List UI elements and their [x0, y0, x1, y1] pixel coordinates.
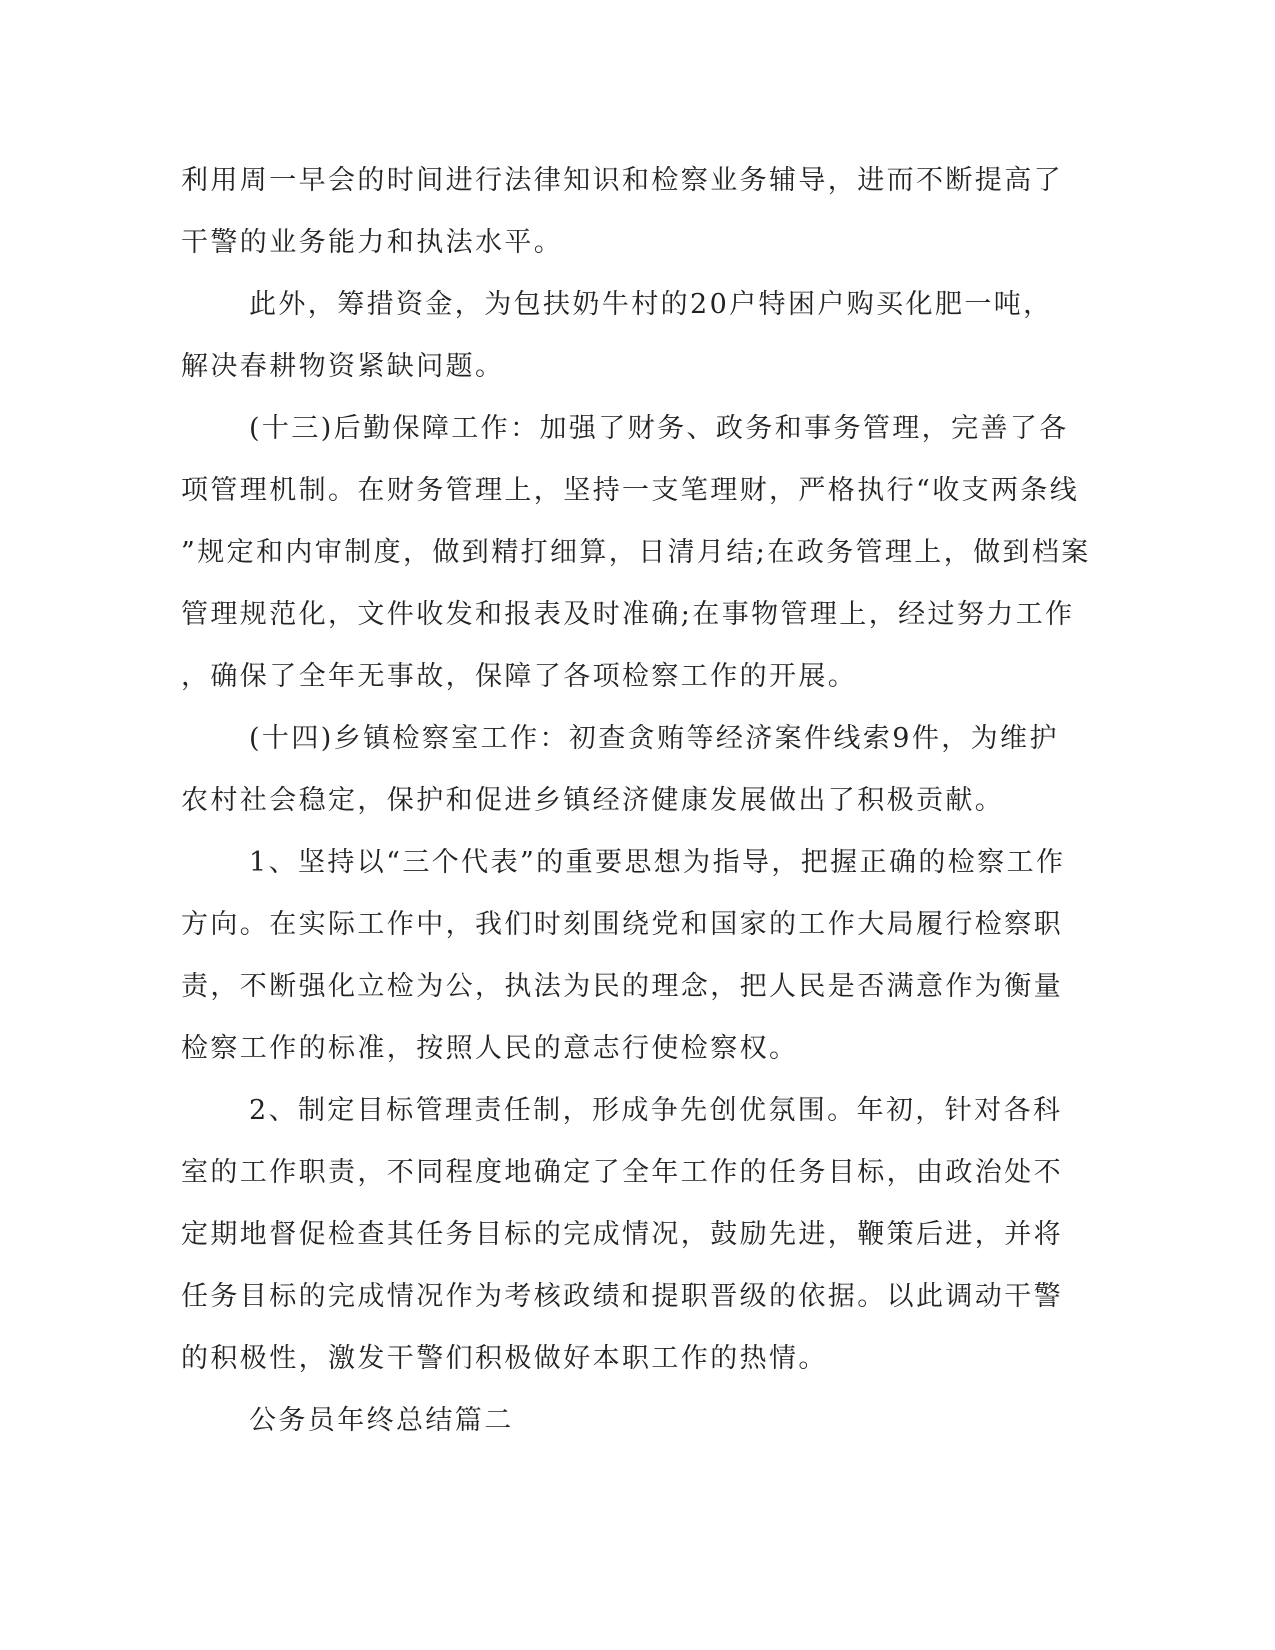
text-line: 方向。在实际工作中，我们时刻围绕党和国家的工作大局履行检察职: [181, 909, 1063, 940]
document-body: [181, 150, 1091, 1452]
text-line: 任务目标的完成情况作为考核政绩和提职晋级的依据。以此调动干警: [181, 1281, 1063, 1312]
paragraph-1: [181, 150, 1063, 274]
text-line: 此外，筹措资金，为包扶奶牛村的20户特困户购买化肥一吨，: [249, 289, 1053, 320]
text-line: 定期地督促检查其任务目标的完成情况，鼓励先进，鞭策后进，并将: [181, 1219, 1063, 1250]
text-line: 管理规范化，文件收发和报表及时准确;在事物管理上，经过努力工作: [181, 599, 1075, 630]
paragraph-5: [181, 832, 1066, 1080]
text-line: 利用周一早会的时间进行法律知识和检察业务辅导，进而不断提高了: [181, 165, 1063, 196]
section-heading: [181, 1390, 1041, 1452]
text-line: 责，不断强化立检为公，执法为民的理念，把人民是否满意作为衡量: [181, 971, 1063, 1002]
text-line: 的积极性，激发干警们积极做好本职工作的热情。: [181, 1343, 828, 1374]
text-line: 检察工作的标准，按照人民的意志行使检察权。: [181, 1033, 799, 1064]
heading-text: 公务员年终总结篇二: [249, 1405, 514, 1436]
text-line: (十三)后勤保障工作：加强了财务、政务和事务管理，完善了各: [249, 413, 1069, 444]
text-line: 室的工作职责，不同程度地确定了全年工作的任务目标，由政治处不: [181, 1157, 1063, 1188]
text-line: (十四)乡镇检察室工作：初查贪贿等经济案件线索9件，为维护: [249, 723, 1059, 754]
paragraph-2: [181, 274, 1053, 398]
text-line: 农村社会稳定，保护和促进乡镇经济健康发展做出了积极贡献。: [181, 785, 1005, 816]
paragraph-6: [181, 1080, 1063, 1390]
text-line: 解决春耕物资紧缺问题。: [181, 351, 505, 382]
text-line: 2、制定目标管理责任制，形成争先创优氛围。年初，针对各科: [249, 1095, 1063, 1126]
paragraph-4: [181, 708, 1059, 832]
text-line: 干警的业务能力和执法水平。: [181, 227, 564, 258]
text-line: 项管理机制。在财务管理上，坚持一支笔理财，严格执行“收支两条线: [181, 475, 1080, 506]
text-line: ，确保了全年无事故，保障了各项检察工作的开展。: [181, 661, 858, 692]
text-line: 1、坚持以“三个代表”的重要思想为指导，把握正确的检察工作: [249, 847, 1066, 878]
paragraph-3: [181, 398, 1091, 708]
text-line: ”规定和内审制度，做到精打细算，日清月结;在政务管理上，做到档案: [181, 537, 1091, 568]
